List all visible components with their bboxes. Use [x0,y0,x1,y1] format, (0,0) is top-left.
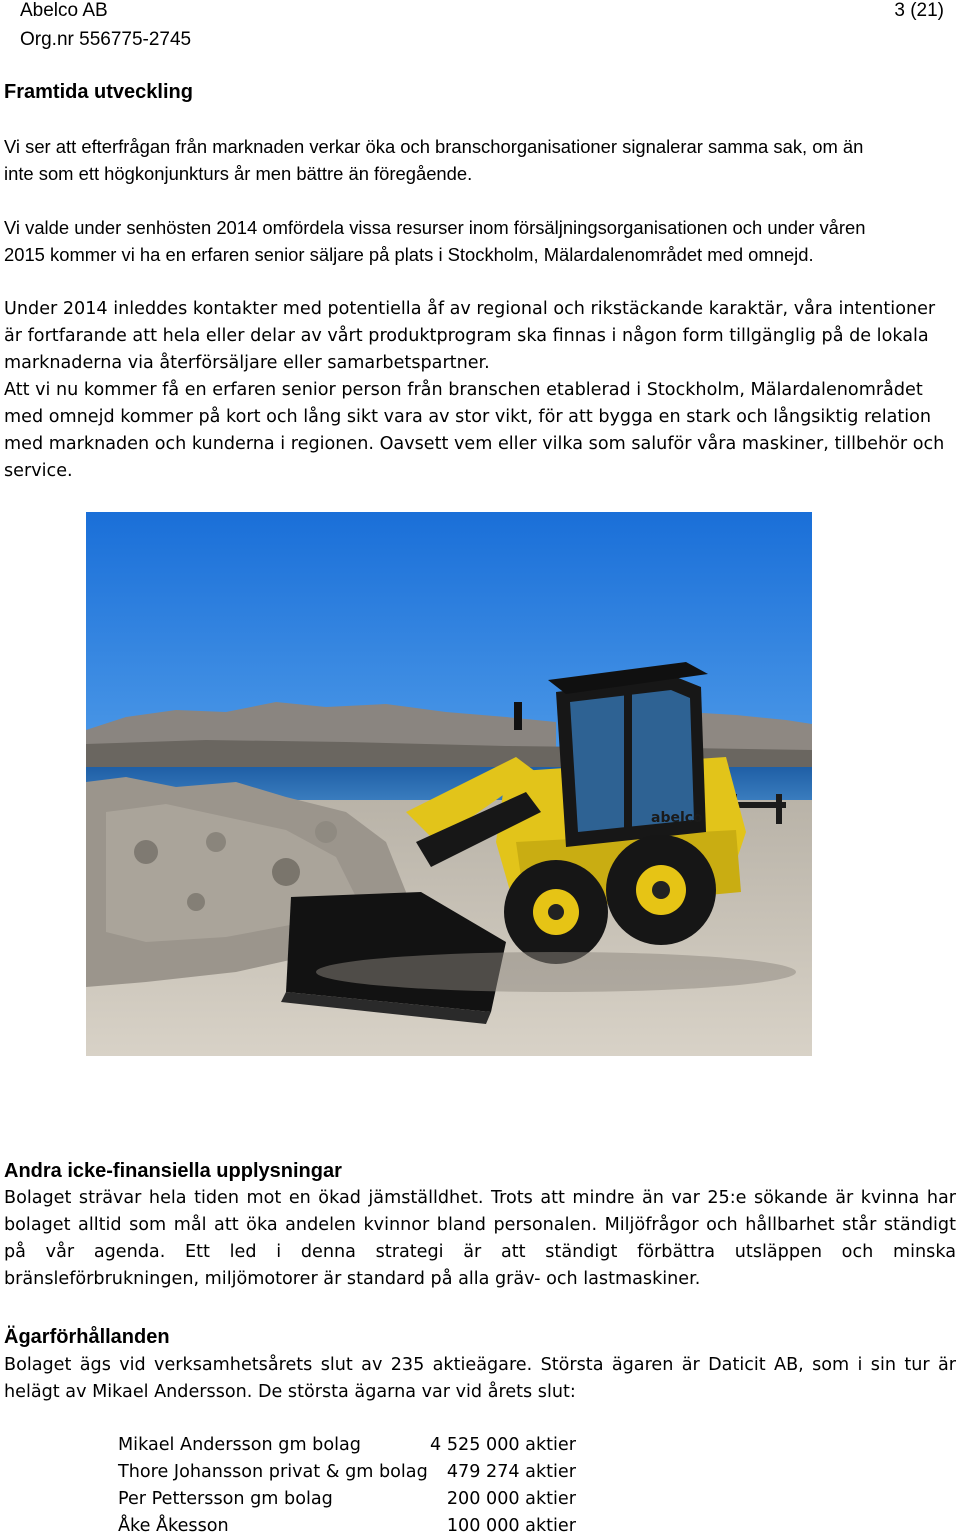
text-line: Bolaget ägs vid verksamhetsårets slut av 235 aktieägare. Största ägaren är Daticit AB, som i sin tur är [4,1355,956,1375]
paragraph-future-3 [4,296,956,377]
header-page-number: 3 (21) [894,0,944,21]
section-title-ownership: Ägarförhållanden [4,1326,170,1348]
wheel-loader-photo [86,512,812,1056]
text-line: Att vi nu kommer få en erfaren senior person från branschen etablerad i Stockholm, Mälardalenområdet [4,380,923,400]
text-line: service. [4,461,73,481]
text-line: på vår agenda. Ett led i denna strategi är att ständigt förbättra utsläppen och minska [4,1242,956,1262]
owner-name: Per Pettersson gm bolag [118,1489,333,1509]
text-line: är fortfarande att hela eller delar av vårt produktprogram ska finnas i någon form tillgänglig på de lokala [4,326,929,346]
text-line: Vi valde under senhösten 2014 omfördela vissa resurser inom försäljningsorganisationen och under våren [4,217,866,238]
text-line: Under 2014 inleddes kontakter med potentiella åf av regional och rikstäckande karaktär, våra intentioner [4,299,936,319]
owner-shares: 4 525 000 aktier [430,1435,576,1455]
text-line: bränsleförbrukningen, miljömotorer är standard på alla gräv- och lastmaskiner. [4,1269,701,1289]
paragraph-ownership [4,1352,956,1406]
section-title-future: Framtida utveckling [4,81,193,103]
header-org-number: Org.nr 556775-2745 [20,29,192,50]
owner-shares: 200 000 aktier [446,1489,576,1509]
text-line: bolaget alltid som mål att öka andelen kvinnor bland personalen. Miljöfrågor och hållbarhet står ständigt [4,1215,956,1235]
text-line: med marknaden och kunderna i regionen. Oavsett vem eller vilka som saluför våra maskiner, tillbehör och [4,434,945,454]
paragraph-future-2 [4,214,956,268]
text-line: marknaderna via återförsäljare eller samarbetspartner. [4,353,490,373]
header-company-name: Abelco AB [20,0,108,21]
text-line: helägt av Mikael Andersson. De största ägarna var vid årets slut: [4,1382,576,1402]
owner-shares: 100 000 aktier [446,1516,576,1536]
owner-name: Åke Åkesson [118,1516,229,1536]
paragraph-future-1 [4,133,956,187]
section-title-non-financial: Andra icke-finansiella upplysningar [4,1160,342,1182]
owner-name: Mikael Andersson gm bolag [118,1435,361,1455]
paragraph-non-financial [4,1185,956,1293]
machine-brand-text: abelco [651,810,703,826]
owner-shares: 479 274 aktier [446,1462,576,1482]
text-line: 2015 kommer vi ha en erfaren senior säljare på plats i Stockholm, Mälardalenområdet med omnejd. [4,244,814,265]
text-line: med omnejd kommer på kort och lång sikt vara av stor vikt, för att bygga en stark och långsiktig relation [4,407,932,427]
text-line: inte som ett högkonjunkturs år men bättre än föregående. [4,163,473,184]
text-line: Vi ser att efterfrågan från marknaden verkar öka och branschorganisationer signalerar samma sak, om än [4,136,864,157]
paragraph-future-4 [4,377,956,485]
owner-name: Thore Johansson privat & gm bolag [118,1462,428,1482]
text-line: Bolaget strävar hela tiden mot en ökad jämställdhet. Trots att mindre än var 25:e sökande är kvinna har [4,1188,956,1208]
